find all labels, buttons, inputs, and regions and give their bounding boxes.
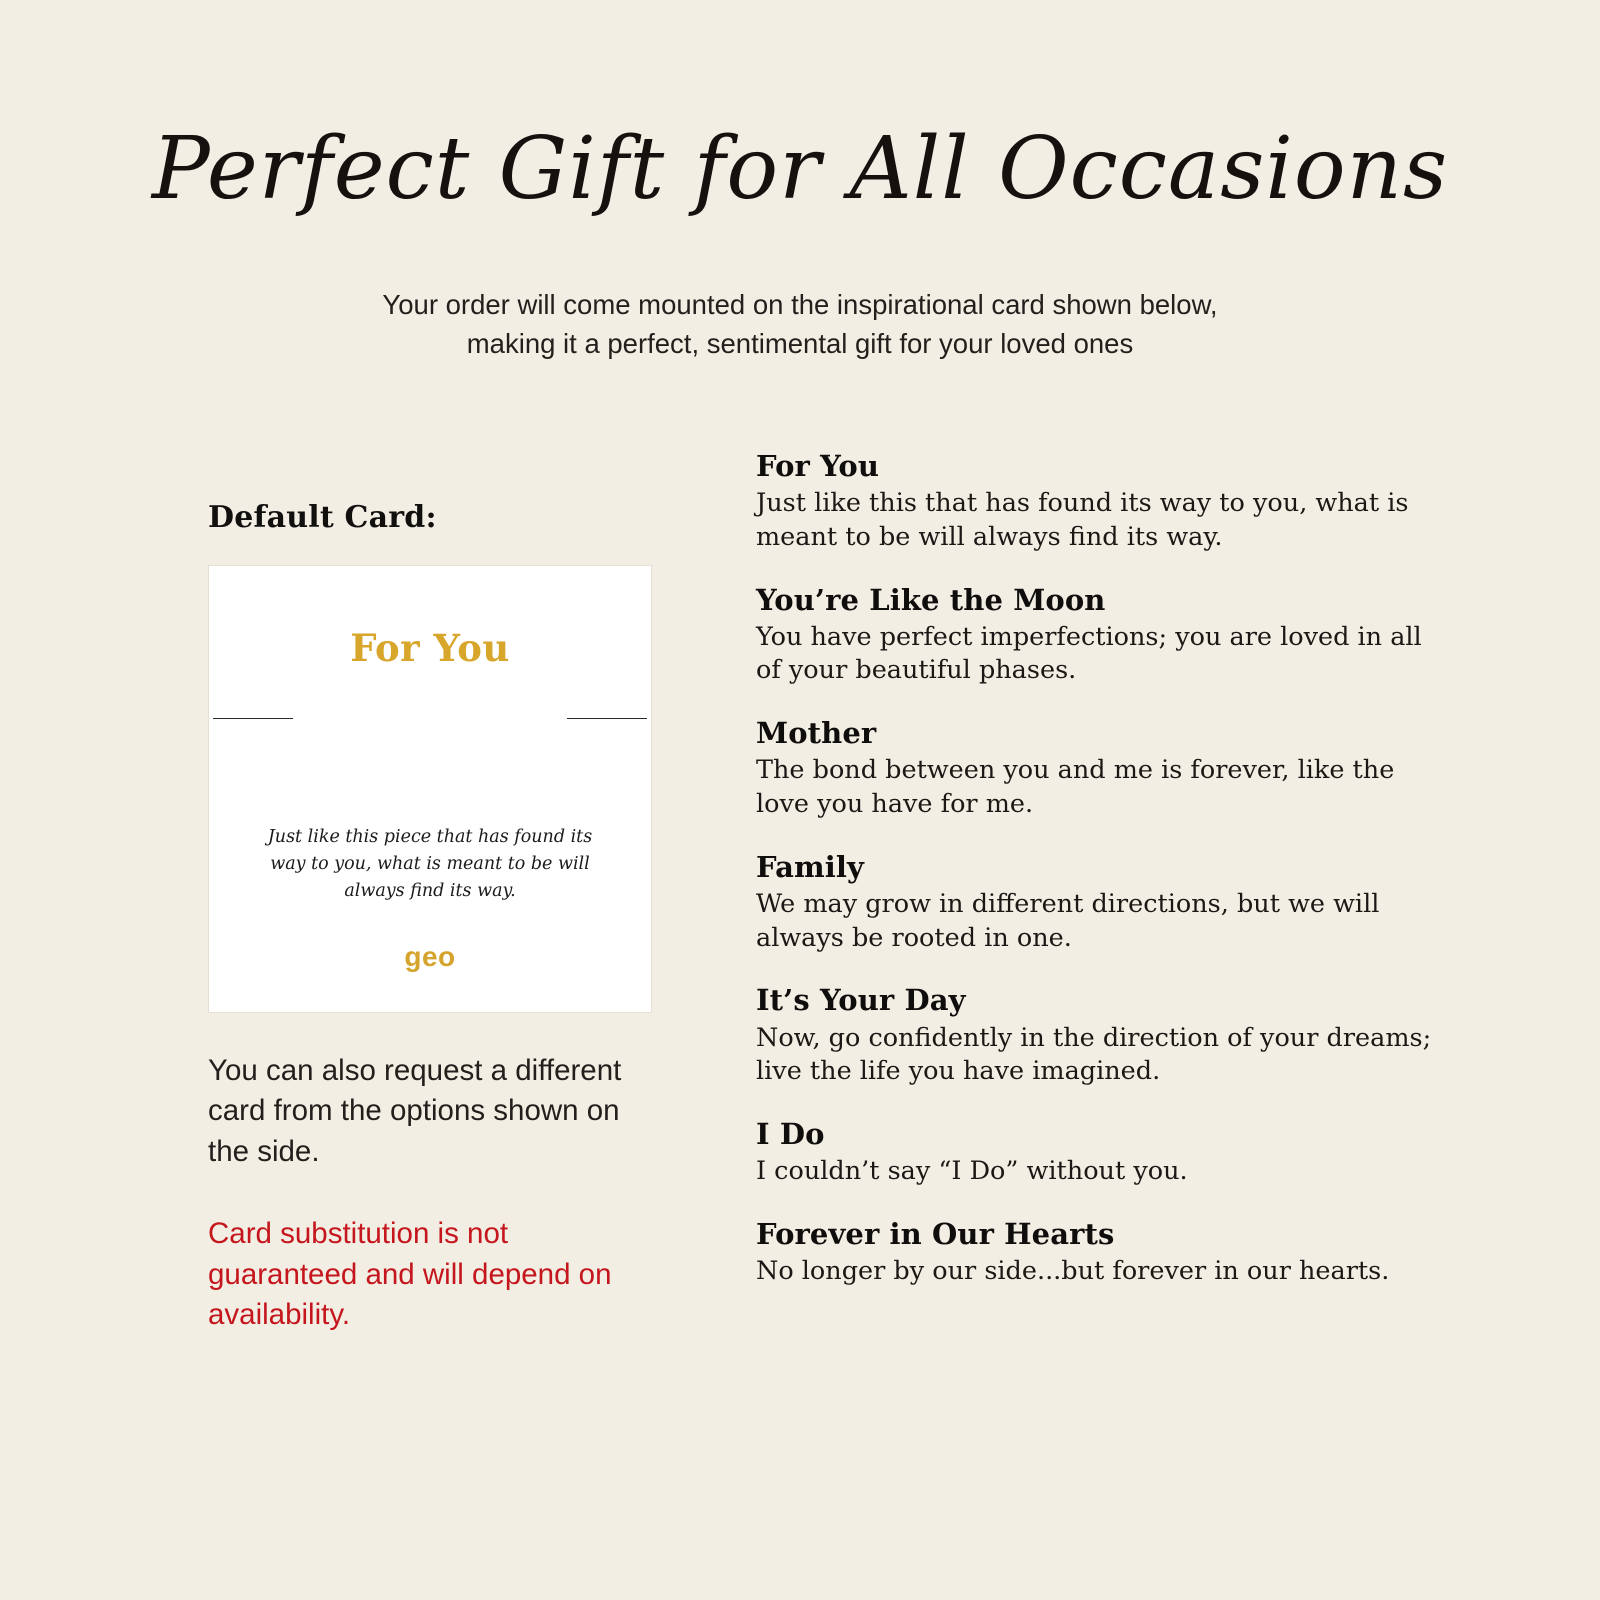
list-item [756, 982, 1436, 1089]
option-title: Family [756, 849, 864, 884]
card-brand-logo: geo [404, 941, 456, 972]
option-text: You have perfect imperfections; you are loved in all of your beautiful phases. [756, 621, 1422, 686]
option-title: For You [756, 449, 880, 483]
card-divider-left [213, 718, 293, 719]
card-divider-right [567, 718, 647, 719]
page-subtitle-line-1: Your order will come mounted on the inspirational card shown below, [382, 289, 1218, 320]
option-text: Just like this that has found its way to you, what is meant to be will always find its way. [756, 488, 1409, 552]
default-card-column [208, 500, 658, 1335]
card-request-note: You can also request a different card from the options shown on the side. [208, 1054, 622, 1168]
option-title: Forever in Our Hearts [756, 1216, 1115, 1251]
card-divider [209, 718, 651, 719]
option-title: I Do [756, 1116, 825, 1151]
card-substitution-warning: Card substitution is not guaranteed and will depend on availability. [208, 1217, 612, 1332]
option-title: You’re Like the Moon [756, 582, 1106, 617]
page-subtitle-line-2: making it a perfect, sentimental gift for your loved ones [466, 328, 1134, 360]
list-item [756, 582, 1436, 689]
default-card-heading: Default Card: [208, 500, 437, 535]
default-card-preview [208, 565, 652, 1013]
page-subtitle [0, 285, 1600, 363]
option-text: We may grow in different directions, but we will always be rooted in one. [756, 888, 1380, 953]
option-text: Now, go confidently in the direction of your dreams; live the life you have imagined. [756, 1022, 1432, 1087]
option-title: Mother [756, 716, 877, 751]
card-title: For You [350, 626, 510, 670]
list-item [756, 849, 1436, 956]
list-item [756, 1116, 1436, 1189]
card-options-list [756, 448, 1436, 1316]
list-item [756, 1216, 1436, 1289]
option-text: The bond between you and me is forever, like the love you have for me. [756, 755, 1395, 820]
list-item [756, 715, 1436, 822]
list-item [756, 448, 1436, 555]
page-title: Perfect Gift for All Occasions [151, 119, 1449, 219]
option-text: No longer by our side...but forever in our hearts. [756, 1255, 1390, 1286]
option-title: It’s Your Day [756, 983, 966, 1018]
option-text: I couldn’t say “I Do” without you. [756, 1156, 1188, 1187]
card-quote: Just like this piece that has found its way to you, what is meant to be will always find its way. [267, 827, 593, 902]
